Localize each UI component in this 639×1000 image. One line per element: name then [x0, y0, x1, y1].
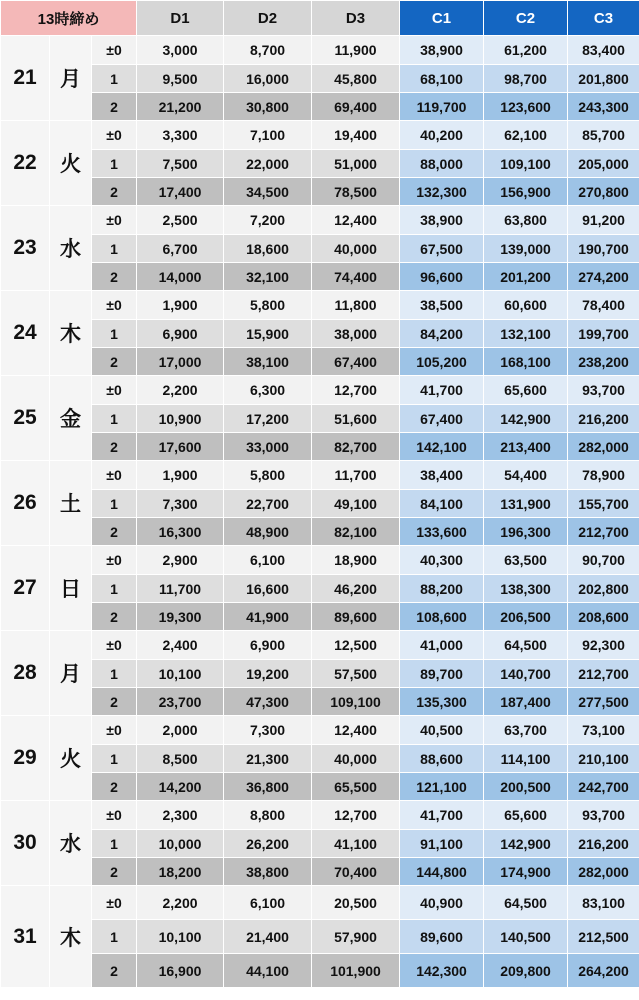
- value-cell: 133,600: [400, 518, 484, 546]
- offset-cell: 2: [92, 348, 137, 376]
- date-cell: 30: [1, 801, 50, 886]
- table-row: [1, 405, 639, 433]
- value-cell: 64,500: [484, 631, 568, 660]
- value-cell: 156,900: [484, 178, 568, 206]
- value-cell: 270,800: [568, 178, 639, 206]
- value-cell: 38,800: [224, 858, 312, 886]
- table-row: [1, 886, 639, 920]
- value-cell: 1,900: [137, 291, 224, 320]
- value-cell: 74,400: [312, 263, 400, 291]
- value-cell: 36,800: [224, 773, 312, 801]
- value-cell: 78,500: [312, 178, 400, 206]
- value-cell: 15,900: [224, 320, 312, 348]
- value-cell: 105,200: [400, 348, 484, 376]
- offset-cell: ±0: [92, 631, 137, 660]
- value-cell: 205,000: [568, 150, 639, 178]
- value-cell: 38,900: [400, 36, 484, 65]
- offset-cell: 1: [92, 575, 137, 603]
- value-cell: 60,600: [484, 291, 568, 320]
- value-cell: 89,600: [400, 920, 484, 954]
- value-cell: 155,700: [568, 490, 639, 518]
- value-cell: 7,300: [224, 716, 312, 745]
- table-row: [1, 461, 639, 490]
- value-cell: 51,000: [312, 150, 400, 178]
- value-cell: 17,000: [137, 348, 224, 376]
- weekday-cell: 木: [50, 291, 92, 376]
- value-cell: 11,700: [312, 461, 400, 490]
- table-row: [1, 518, 639, 546]
- value-cell: 20,500: [312, 886, 400, 920]
- value-cell: 10,100: [137, 660, 224, 688]
- offset-cell: ±0: [92, 376, 137, 405]
- value-cell: 38,100: [224, 348, 312, 376]
- value-cell: 57,500: [312, 660, 400, 688]
- value-cell: 210,100: [568, 745, 639, 773]
- offset-cell: ±0: [92, 801, 137, 830]
- value-cell: 89,600: [312, 603, 400, 631]
- value-cell: 18,600: [224, 235, 312, 263]
- value-cell: 11,900: [312, 36, 400, 65]
- value-cell: 51,600: [312, 405, 400, 433]
- value-cell: 7,300: [137, 490, 224, 518]
- value-cell: 3,000: [137, 36, 224, 65]
- value-cell: 65,600: [484, 376, 568, 405]
- date-cell: 31: [1, 886, 50, 988]
- value-cell: 21,200: [137, 93, 224, 121]
- value-cell: 11,800: [312, 291, 400, 320]
- table-row: [1, 920, 639, 954]
- value-cell: 5,800: [224, 291, 312, 320]
- value-cell: 12,700: [312, 376, 400, 405]
- value-cell: 3,300: [137, 121, 224, 150]
- value-cell: 8,700: [224, 36, 312, 65]
- value-cell: 82,100: [312, 518, 400, 546]
- value-cell: 2,400: [137, 631, 224, 660]
- date-cell: 22: [1, 121, 50, 206]
- offset-cell: 2: [92, 93, 137, 121]
- offset-cell: 1: [92, 660, 137, 688]
- offset-cell: 1: [92, 320, 137, 348]
- date-cell: 24: [1, 291, 50, 376]
- value-cell: 85,700: [568, 121, 639, 150]
- offset-cell: ±0: [92, 716, 137, 745]
- table-row: [1, 858, 639, 886]
- value-cell: 213,400: [484, 433, 568, 461]
- value-cell: 93,700: [568, 376, 639, 405]
- value-cell: 16,600: [224, 575, 312, 603]
- offset-cell: 1: [92, 745, 137, 773]
- offset-cell: ±0: [92, 291, 137, 320]
- table-row: [1, 376, 639, 405]
- value-cell: 109,100: [312, 688, 400, 716]
- value-cell: 65,500: [312, 773, 400, 801]
- value-cell: 11,700: [137, 575, 224, 603]
- value-cell: 18,200: [137, 858, 224, 886]
- value-cell: 21,300: [224, 745, 312, 773]
- value-cell: 142,100: [400, 433, 484, 461]
- value-cell: 89,700: [400, 660, 484, 688]
- value-cell: 40,000: [312, 235, 400, 263]
- value-cell: 121,100: [400, 773, 484, 801]
- table-row: [1, 206, 639, 235]
- value-cell: 40,000: [312, 745, 400, 773]
- value-cell: 82,700: [312, 433, 400, 461]
- value-cell: 84,200: [400, 320, 484, 348]
- value-cell: 63,500: [484, 546, 568, 575]
- value-cell: 91,100: [400, 830, 484, 858]
- value-cell: 174,900: [484, 858, 568, 886]
- table-row: [1, 178, 639, 206]
- value-cell: 12,400: [312, 716, 400, 745]
- value-cell: 212,700: [568, 660, 639, 688]
- value-cell: 2,300: [137, 801, 224, 830]
- offset-cell: 1: [92, 830, 137, 858]
- value-cell: 132,300: [400, 178, 484, 206]
- value-cell: 83,400: [568, 36, 639, 65]
- offset-cell: 2: [92, 263, 137, 291]
- value-cell: 206,500: [484, 603, 568, 631]
- value-cell: 190,700: [568, 235, 639, 263]
- value-cell: 32,100: [224, 263, 312, 291]
- value-cell: 6,300: [224, 376, 312, 405]
- table-row: [1, 745, 639, 773]
- value-cell: 8,500: [137, 745, 224, 773]
- value-cell: 63,700: [484, 716, 568, 745]
- value-cell: 6,900: [137, 320, 224, 348]
- value-cell: 1,900: [137, 461, 224, 490]
- value-cell: 243,300: [568, 93, 639, 121]
- date-cell: 29: [1, 716, 50, 801]
- weekday-cell: 火: [50, 121, 92, 206]
- table-row: [1, 263, 639, 291]
- table-row: [1, 150, 639, 178]
- column-header-c1: C1: [400, 1, 484, 36]
- table-row: [1, 36, 639, 65]
- value-cell: 67,500: [400, 235, 484, 263]
- table-row: [1, 830, 639, 858]
- cutoff-label: 13時締め: [1, 1, 137, 36]
- value-cell: 135,300: [400, 688, 484, 716]
- value-cell: 38,000: [312, 320, 400, 348]
- value-cell: 101,900: [312, 954, 400, 988]
- table-row: [1, 575, 639, 603]
- value-cell: 88,000: [400, 150, 484, 178]
- value-cell: 19,400: [312, 121, 400, 150]
- value-cell: 17,200: [224, 405, 312, 433]
- value-cell: 64,500: [484, 886, 568, 920]
- value-cell: 40,900: [400, 886, 484, 920]
- value-cell: 7,200: [224, 206, 312, 235]
- value-cell: 282,000: [568, 433, 639, 461]
- value-cell: 140,700: [484, 660, 568, 688]
- value-cell: 119,700: [400, 93, 484, 121]
- table-row: [1, 688, 639, 716]
- value-cell: 2,500: [137, 206, 224, 235]
- value-cell: 16,000: [224, 65, 312, 93]
- value-cell: 212,700: [568, 518, 639, 546]
- value-cell: 38,900: [400, 206, 484, 235]
- table-row: [1, 660, 639, 688]
- value-cell: 30,800: [224, 93, 312, 121]
- value-cell: 142,300: [400, 954, 484, 988]
- value-cell: 200,500: [484, 773, 568, 801]
- weekday-cell: 木: [50, 886, 92, 988]
- value-cell: 109,100: [484, 150, 568, 178]
- value-cell: 47,300: [224, 688, 312, 716]
- value-cell: 10,000: [137, 830, 224, 858]
- weekday-cell: 水: [50, 206, 92, 291]
- value-cell: 2,200: [137, 376, 224, 405]
- offset-cell: 1: [92, 235, 137, 263]
- weekday-cell: 火: [50, 716, 92, 801]
- value-cell: 196,300: [484, 518, 568, 546]
- value-cell: 17,600: [137, 433, 224, 461]
- value-cell: 38,400: [400, 461, 484, 490]
- offset-cell: 2: [92, 433, 137, 461]
- value-cell: 40,200: [400, 121, 484, 150]
- value-cell: 238,200: [568, 348, 639, 376]
- value-cell: 242,700: [568, 773, 639, 801]
- value-cell: 57,900: [312, 920, 400, 954]
- value-cell: 216,200: [568, 830, 639, 858]
- value-cell: 91,200: [568, 206, 639, 235]
- value-cell: 144,800: [400, 858, 484, 886]
- value-cell: 68,100: [400, 65, 484, 93]
- value-cell: 17,400: [137, 178, 224, 206]
- table-row: [1, 631, 639, 660]
- value-cell: 16,300: [137, 518, 224, 546]
- value-cell: 44,100: [224, 954, 312, 988]
- value-cell: 18,900: [312, 546, 400, 575]
- value-cell: 2,900: [137, 546, 224, 575]
- offset-cell: 1: [92, 405, 137, 433]
- weekday-cell: 日: [50, 546, 92, 631]
- value-cell: 7,100: [224, 121, 312, 150]
- weekday-cell: 月: [50, 631, 92, 716]
- value-cell: 16,900: [137, 954, 224, 988]
- value-cell: 96,600: [400, 263, 484, 291]
- value-cell: 132,100: [484, 320, 568, 348]
- value-cell: 208,600: [568, 603, 639, 631]
- value-cell: 88,200: [400, 575, 484, 603]
- value-cell: 41,700: [400, 376, 484, 405]
- value-cell: 61,200: [484, 36, 568, 65]
- value-cell: 33,000: [224, 433, 312, 461]
- value-cell: 274,200: [568, 263, 639, 291]
- table-row: [1, 490, 639, 518]
- column-header-d2: D2: [224, 1, 312, 36]
- value-cell: 12,500: [312, 631, 400, 660]
- value-cell: 90,700: [568, 546, 639, 575]
- value-cell: 212,500: [568, 920, 639, 954]
- table-row: [1, 65, 639, 93]
- value-cell: 78,900: [568, 461, 639, 490]
- value-cell: 22,000: [224, 150, 312, 178]
- value-cell: 34,500: [224, 178, 312, 206]
- table-row: [1, 235, 639, 263]
- table-row: [1, 603, 639, 631]
- offset-cell: 2: [92, 178, 137, 206]
- table-row: [1, 93, 639, 121]
- value-cell: 201,200: [484, 263, 568, 291]
- value-cell: 140,500: [484, 920, 568, 954]
- value-cell: 201,800: [568, 65, 639, 93]
- value-cell: 14,000: [137, 263, 224, 291]
- offset-cell: 1: [92, 150, 137, 178]
- table-row: [1, 433, 639, 461]
- table-row: [1, 291, 639, 320]
- table-body: [1, 36, 639, 988]
- offset-cell: ±0: [92, 206, 137, 235]
- value-cell: 41,900: [224, 603, 312, 631]
- value-cell: 73,100: [568, 716, 639, 745]
- header-row: [1, 1, 639, 36]
- value-cell: 187,400: [484, 688, 568, 716]
- value-cell: 23,700: [137, 688, 224, 716]
- value-cell: 22,700: [224, 490, 312, 518]
- value-cell: 10,900: [137, 405, 224, 433]
- table-row: [1, 716, 639, 745]
- value-cell: 48,900: [224, 518, 312, 546]
- column-header-d3: D3: [312, 1, 400, 36]
- value-cell: 63,800: [484, 206, 568, 235]
- value-cell: 46,200: [312, 575, 400, 603]
- offset-cell: 1: [92, 920, 137, 954]
- value-cell: 45,800: [312, 65, 400, 93]
- offset-cell: 2: [92, 518, 137, 546]
- value-cell: 168,100: [484, 348, 568, 376]
- value-cell: 9,500: [137, 65, 224, 93]
- value-cell: 26,200: [224, 830, 312, 858]
- value-cell: 264,200: [568, 954, 639, 988]
- value-cell: 19,300: [137, 603, 224, 631]
- value-cell: 92,300: [568, 631, 639, 660]
- value-cell: 6,100: [224, 546, 312, 575]
- value-cell: 14,200: [137, 773, 224, 801]
- table-row: [1, 546, 639, 575]
- date-cell: 23: [1, 206, 50, 291]
- value-cell: 21,400: [224, 920, 312, 954]
- offset-cell: ±0: [92, 461, 137, 490]
- value-cell: 41,000: [400, 631, 484, 660]
- value-cell: 93,700: [568, 801, 639, 830]
- value-cell: 40,300: [400, 546, 484, 575]
- offset-cell: 1: [92, 65, 137, 93]
- value-cell: 114,100: [484, 745, 568, 773]
- value-cell: 202,800: [568, 575, 639, 603]
- value-cell: 6,100: [224, 886, 312, 920]
- column-header-d1: D1: [137, 1, 224, 36]
- value-cell: 2,200: [137, 886, 224, 920]
- value-cell: 98,700: [484, 65, 568, 93]
- value-cell: 131,900: [484, 490, 568, 518]
- offset-cell: 1: [92, 490, 137, 518]
- value-cell: 67,400: [312, 348, 400, 376]
- column-header-c2: C2: [484, 1, 568, 36]
- offset-cell: ±0: [92, 121, 137, 150]
- value-cell: 69,400: [312, 93, 400, 121]
- value-cell: 142,900: [484, 405, 568, 433]
- weekday-cell: 水: [50, 801, 92, 886]
- value-cell: 49,100: [312, 490, 400, 518]
- value-cell: 5,800: [224, 461, 312, 490]
- table-row: [1, 320, 639, 348]
- value-cell: 216,200: [568, 405, 639, 433]
- value-cell: 62,100: [484, 121, 568, 150]
- value-cell: 6,900: [224, 631, 312, 660]
- offset-cell: 2: [92, 858, 137, 886]
- offset-cell: 2: [92, 773, 137, 801]
- value-cell: 41,100: [312, 830, 400, 858]
- value-cell: 19,200: [224, 660, 312, 688]
- table-row: [1, 773, 639, 801]
- table-row: [1, 801, 639, 830]
- value-cell: 209,800: [484, 954, 568, 988]
- value-cell: 78,400: [568, 291, 639, 320]
- value-cell: 83,100: [568, 886, 639, 920]
- offset-cell: 2: [92, 688, 137, 716]
- value-cell: 282,000: [568, 858, 639, 886]
- weekday-cell: 金: [50, 376, 92, 461]
- date-cell: 27: [1, 546, 50, 631]
- value-cell: 108,600: [400, 603, 484, 631]
- table-row: [1, 954, 639, 988]
- value-cell: 88,600: [400, 745, 484, 773]
- weekday-cell: 土: [50, 461, 92, 546]
- offset-cell: 2: [92, 954, 137, 988]
- value-cell: 70,400: [312, 858, 400, 886]
- value-cell: 8,800: [224, 801, 312, 830]
- value-cell: 65,600: [484, 801, 568, 830]
- offset-cell: ±0: [92, 36, 137, 65]
- date-cell: 25: [1, 376, 50, 461]
- table-row: [1, 348, 639, 376]
- value-cell: 277,500: [568, 688, 639, 716]
- date-cell: 21: [1, 36, 50, 121]
- value-cell: 7,500: [137, 150, 224, 178]
- value-cell: 2,000: [137, 716, 224, 745]
- value-cell: 67,400: [400, 405, 484, 433]
- offset-cell: ±0: [92, 886, 137, 920]
- offset-cell: 2: [92, 603, 137, 631]
- value-cell: 139,000: [484, 235, 568, 263]
- value-cell: 38,500: [400, 291, 484, 320]
- date-cell: 28: [1, 631, 50, 716]
- value-cell: 199,700: [568, 320, 639, 348]
- value-cell: 138,300: [484, 575, 568, 603]
- value-cell: 41,700: [400, 801, 484, 830]
- value-cell: 6,700: [137, 235, 224, 263]
- value-cell: 40,500: [400, 716, 484, 745]
- value-cell: 10,100: [137, 920, 224, 954]
- offset-cell: ±0: [92, 546, 137, 575]
- table-row: [1, 121, 639, 150]
- value-cell: 142,900: [484, 830, 568, 858]
- column-header-c3: C3: [568, 1, 639, 36]
- value-cell: 12,400: [312, 206, 400, 235]
- value-cell: 54,400: [484, 461, 568, 490]
- date-cell: 26: [1, 461, 50, 546]
- value-cell: 123,600: [484, 93, 568, 121]
- value-cell: 12,700: [312, 801, 400, 830]
- weekday-cell: 月: [50, 36, 92, 121]
- value-cell: 84,100: [400, 490, 484, 518]
